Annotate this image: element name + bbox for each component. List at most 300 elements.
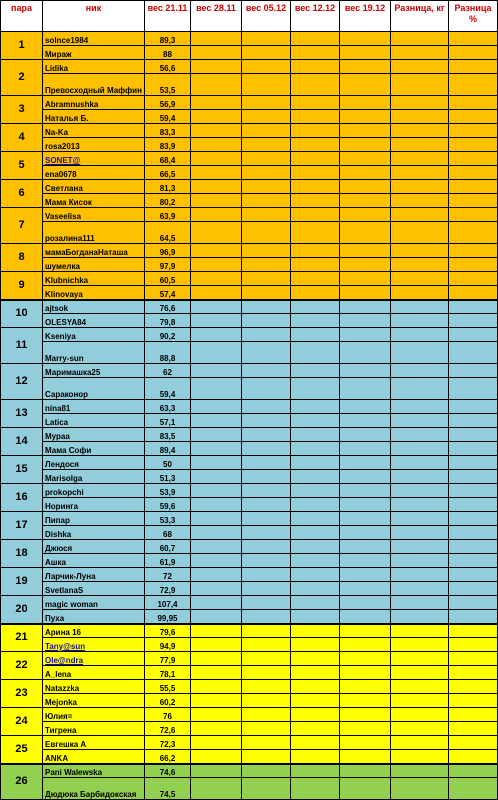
weight-12-12-cell[interactable] — [291, 194, 340, 208]
weight-28-11-cell[interactable] — [191, 414, 242, 428]
weight-05-12-cell[interactable] — [242, 666, 291, 680]
weight-05-12-cell[interactable] — [242, 484, 291, 498]
diff-kg-cell[interactable] — [391, 400, 449, 414]
weight-19-12-cell[interactable] — [340, 222, 391, 244]
diff-pct-cell[interactable] — [449, 328, 498, 342]
weight-12-12-cell[interactable] — [291, 222, 340, 244]
weight-28-11-cell[interactable] — [191, 428, 242, 442]
weight-19-12-cell[interactable] — [340, 60, 391, 74]
diff-pct-cell[interactable] — [449, 46, 498, 60]
diff-kg-cell[interactable] — [391, 166, 449, 180]
weight-19-12-cell[interactable] — [340, 138, 391, 152]
weight-28-11-cell[interactable] — [191, 400, 242, 414]
weight-05-12-cell[interactable] — [242, 286, 291, 300]
weight-05-12-cell[interactable] — [242, 610, 291, 624]
diff-kg-cell[interactable] — [391, 512, 449, 526]
weight-28-11-cell[interactable] — [191, 60, 242, 74]
weight-19-12-cell[interactable] — [340, 764, 391, 778]
weight-05-12-cell[interactable] — [242, 456, 291, 470]
weight-12-12-cell[interactable] — [291, 470, 340, 484]
weight-12-12-cell[interactable] — [291, 624, 340, 638]
weight-12-12-cell[interactable] — [291, 364, 340, 378]
weight-19-12-cell[interactable] — [340, 46, 391, 60]
diff-kg-cell[interactable] — [391, 764, 449, 778]
diff-kg-cell[interactable] — [391, 568, 449, 582]
diff-pct-cell[interactable] — [449, 60, 498, 74]
diff-pct-cell[interactable] — [449, 456, 498, 470]
diff-kg-cell[interactable] — [391, 484, 449, 498]
diff-pct-cell[interactable] — [449, 180, 498, 194]
diff-pct-cell[interactable] — [449, 498, 498, 512]
weight-05-12-cell[interactable] — [242, 364, 291, 378]
weight-12-12-cell[interactable] — [291, 582, 340, 596]
weight-12-12-cell[interactable] — [291, 764, 340, 778]
weight-28-11-cell[interactable] — [191, 194, 242, 208]
diff-pct-cell[interactable] — [449, 74, 498, 96]
diff-kg-cell[interactable] — [391, 708, 449, 722]
diff-kg-cell[interactable] — [391, 364, 449, 378]
weight-05-12-cell[interactable] — [242, 328, 291, 342]
diff-pct-cell[interactable] — [449, 400, 498, 414]
diff-kg-cell[interactable] — [391, 286, 449, 300]
diff-pct-cell[interactable] — [449, 484, 498, 498]
diff-pct-cell[interactable] — [449, 428, 498, 442]
weight-05-12-cell[interactable] — [242, 60, 291, 74]
diff-kg-cell[interactable] — [391, 680, 449, 694]
diff-kg-cell[interactable] — [391, 222, 449, 244]
weight-05-12-cell[interactable] — [242, 124, 291, 138]
weight-28-11-cell[interactable] — [191, 124, 242, 138]
weight-19-12-cell[interactable] — [340, 680, 391, 694]
diff-pct-cell[interactable] — [449, 554, 498, 568]
diff-pct-cell[interactable] — [449, 680, 498, 694]
weight-12-12-cell[interactable] — [291, 442, 340, 456]
diff-pct-cell[interactable] — [449, 272, 498, 286]
weight-19-12-cell[interactable] — [340, 364, 391, 378]
diff-pct-cell[interactable] — [449, 708, 498, 722]
weight-05-12-cell[interactable] — [242, 378, 291, 400]
diff-pct-cell[interactable] — [449, 610, 498, 624]
diff-pct-cell[interactable] — [449, 152, 498, 166]
diff-kg-cell[interactable] — [391, 638, 449, 652]
weight-12-12-cell[interactable] — [291, 484, 340, 498]
diff-kg-cell[interactable] — [391, 328, 449, 342]
weight-12-12-cell[interactable] — [291, 512, 340, 526]
weight-19-12-cell[interactable] — [340, 414, 391, 428]
diff-kg-cell[interactable] — [391, 378, 449, 400]
weight-19-12-cell[interactable] — [340, 470, 391, 484]
weight-28-11-cell[interactable] — [191, 470, 242, 484]
weight-12-12-cell[interactable] — [291, 652, 340, 666]
diff-pct-cell[interactable] — [449, 166, 498, 180]
weight-05-12-cell[interactable] — [242, 694, 291, 708]
weight-28-11-cell[interactable] — [191, 694, 242, 708]
diff-kg-cell[interactable] — [391, 526, 449, 540]
diff-kg-cell[interactable] — [391, 540, 449, 554]
weight-28-11-cell[interactable] — [191, 540, 242, 554]
weight-05-12-cell[interactable] — [242, 680, 291, 694]
weight-12-12-cell[interactable] — [291, 328, 340, 342]
nick-link[interactable]: Ole@ndra — [45, 656, 84, 665]
diff-pct-cell[interactable] — [449, 778, 498, 800]
diff-pct-cell[interactable] — [449, 582, 498, 596]
weight-28-11-cell[interactable] — [191, 666, 242, 680]
diff-kg-cell[interactable] — [391, 244, 449, 258]
weight-05-12-cell[interactable] — [242, 582, 291, 596]
weight-19-12-cell[interactable] — [340, 244, 391, 258]
weight-19-12-cell[interactable] — [340, 512, 391, 526]
diff-kg-cell[interactable] — [391, 194, 449, 208]
diff-pct-cell[interactable] — [449, 652, 498, 666]
diff-kg-cell[interactable] — [391, 470, 449, 484]
weight-28-11-cell[interactable] — [191, 498, 242, 512]
weight-05-12-cell[interactable] — [242, 750, 291, 764]
weight-19-12-cell[interactable] — [340, 596, 391, 610]
weight-05-12-cell[interactable] — [242, 272, 291, 286]
diff-kg-cell[interactable] — [391, 750, 449, 764]
diff-kg-cell[interactable] — [391, 498, 449, 512]
weight-12-12-cell[interactable] — [291, 778, 340, 800]
weight-05-12-cell[interactable] — [242, 526, 291, 540]
weight-05-12-cell[interactable] — [242, 428, 291, 442]
weight-28-11-cell[interactable] — [191, 512, 242, 526]
weight-28-11-cell[interactable] — [191, 526, 242, 540]
weight-12-12-cell[interactable] — [291, 110, 340, 124]
diff-kg-cell[interactable] — [391, 138, 449, 152]
weight-05-12-cell[interactable] — [242, 138, 291, 152]
weight-19-12-cell[interactable] — [340, 400, 391, 414]
diff-kg-cell[interactable] — [391, 582, 449, 596]
weight-05-12-cell[interactable] — [242, 736, 291, 750]
weight-05-12-cell[interactable] — [242, 722, 291, 736]
weight-19-12-cell[interactable] — [340, 456, 391, 470]
weight-19-12-cell[interactable] — [340, 110, 391, 124]
weight-05-12-cell[interactable] — [242, 400, 291, 414]
weight-12-12-cell[interactable] — [291, 32, 340, 46]
weight-05-12-cell[interactable] — [242, 314, 291, 328]
weight-19-12-cell[interactable] — [340, 328, 391, 342]
diff-pct-cell[interactable] — [449, 364, 498, 378]
weight-05-12-cell[interactable] — [242, 32, 291, 46]
weight-19-12-cell[interactable] — [340, 286, 391, 300]
weight-19-12-cell[interactable] — [340, 750, 391, 764]
weight-05-12-cell[interactable] — [242, 46, 291, 60]
diff-kg-cell[interactable] — [391, 124, 449, 138]
diff-pct-cell[interactable] — [449, 442, 498, 456]
weight-19-12-cell[interactable] — [340, 778, 391, 800]
diff-kg-cell[interactable] — [391, 722, 449, 736]
diff-pct-cell[interactable] — [449, 470, 498, 484]
diff-pct-cell[interactable] — [449, 694, 498, 708]
diff-kg-cell[interactable] — [391, 342, 449, 364]
weight-05-12-cell[interactable] — [242, 96, 291, 110]
weight-05-12-cell[interactable] — [242, 624, 291, 638]
weight-12-12-cell[interactable] — [291, 722, 340, 736]
weight-19-12-cell[interactable] — [340, 314, 391, 328]
weight-19-12-cell[interactable] — [340, 526, 391, 540]
diff-kg-cell[interactable] — [391, 32, 449, 46]
weight-19-12-cell[interactable] — [340, 378, 391, 400]
weight-12-12-cell[interactable] — [291, 74, 340, 96]
weight-19-12-cell[interactable] — [340, 300, 391, 314]
weight-05-12-cell[interactable] — [242, 498, 291, 512]
weight-19-12-cell[interactable] — [340, 736, 391, 750]
nick-link[interactable]: Tany@sun — [45, 642, 86, 651]
weight-05-12-cell[interactable] — [242, 208, 291, 222]
diff-pct-cell[interactable] — [449, 110, 498, 124]
weight-12-12-cell[interactable] — [291, 272, 340, 286]
weight-19-12-cell[interactable] — [340, 554, 391, 568]
weight-28-11-cell[interactable] — [191, 596, 242, 610]
weight-28-11-cell[interactable] — [191, 46, 242, 60]
weight-28-11-cell[interactable] — [191, 456, 242, 470]
diff-pct-cell[interactable] — [449, 194, 498, 208]
weight-05-12-cell[interactable] — [242, 554, 291, 568]
weight-19-12-cell[interactable] — [340, 624, 391, 638]
weight-12-12-cell[interactable] — [291, 694, 340, 708]
weight-19-12-cell[interactable] — [340, 342, 391, 364]
weight-05-12-cell[interactable] — [242, 596, 291, 610]
diff-pct-cell[interactable] — [449, 596, 498, 610]
weight-12-12-cell[interactable] — [291, 96, 340, 110]
weight-12-12-cell[interactable] — [291, 314, 340, 328]
diff-pct-cell[interactable] — [449, 124, 498, 138]
diff-kg-cell[interactable] — [391, 314, 449, 328]
diff-pct-cell[interactable] — [449, 414, 498, 428]
diff-kg-cell[interactable] — [391, 456, 449, 470]
weight-19-12-cell[interactable] — [340, 258, 391, 272]
weight-28-11-cell[interactable] — [191, 138, 242, 152]
diff-pct-cell[interactable] — [449, 736, 498, 750]
weight-28-11-cell[interactable] — [191, 300, 242, 314]
weight-12-12-cell[interactable] — [291, 554, 340, 568]
weight-12-12-cell[interactable] — [291, 208, 340, 222]
weight-19-12-cell[interactable] — [340, 74, 391, 96]
weight-12-12-cell[interactable] — [291, 342, 340, 364]
weight-12-12-cell[interactable] — [291, 258, 340, 272]
weight-19-12-cell[interactable] — [340, 708, 391, 722]
weight-12-12-cell[interactable] — [291, 666, 340, 680]
weight-12-12-cell[interactable] — [291, 378, 340, 400]
diff-kg-cell[interactable] — [391, 60, 449, 74]
weight-28-11-cell[interactable] — [191, 258, 242, 272]
weight-28-11-cell[interactable] — [191, 74, 242, 96]
weight-12-12-cell[interactable] — [291, 708, 340, 722]
diff-pct-cell[interactable] — [449, 750, 498, 764]
diff-pct-cell[interactable] — [449, 32, 498, 46]
diff-kg-cell[interactable] — [391, 110, 449, 124]
weight-05-12-cell[interactable] — [242, 540, 291, 554]
diff-pct-cell[interactable] — [449, 624, 498, 638]
weight-05-12-cell[interactable] — [242, 258, 291, 272]
weight-28-11-cell[interactable] — [191, 244, 242, 258]
weight-19-12-cell[interactable] — [340, 498, 391, 512]
weight-19-12-cell[interactable] — [340, 568, 391, 582]
weight-12-12-cell[interactable] — [291, 428, 340, 442]
diff-kg-cell[interactable] — [391, 180, 449, 194]
weight-12-12-cell[interactable] — [291, 152, 340, 166]
weight-05-12-cell[interactable] — [242, 194, 291, 208]
weight-05-12-cell[interactable] — [242, 442, 291, 456]
nick-link[interactable]: SONET@ — [45, 156, 81, 165]
weight-28-11-cell[interactable] — [191, 314, 242, 328]
weight-28-11-cell[interactable] — [191, 110, 242, 124]
diff-kg-cell[interactable] — [391, 46, 449, 60]
weight-28-11-cell[interactable] — [191, 328, 242, 342]
weight-19-12-cell[interactable] — [340, 180, 391, 194]
weight-19-12-cell[interactable] — [340, 208, 391, 222]
weight-12-12-cell[interactable] — [291, 750, 340, 764]
weight-12-12-cell[interactable] — [291, 138, 340, 152]
diff-kg-cell[interactable] — [391, 666, 449, 680]
weight-12-12-cell[interactable] — [291, 244, 340, 258]
weight-05-12-cell[interactable] — [242, 414, 291, 428]
diff-pct-cell[interactable] — [449, 300, 498, 314]
diff-kg-cell[interactable] — [391, 300, 449, 314]
weight-12-12-cell[interactable] — [291, 540, 340, 554]
weight-19-12-cell[interactable] — [340, 638, 391, 652]
weight-12-12-cell[interactable] — [291, 680, 340, 694]
weight-12-12-cell[interactable] — [291, 166, 340, 180]
weight-28-11-cell[interactable] — [191, 610, 242, 624]
diff-pct-cell[interactable] — [449, 378, 498, 400]
weight-28-11-cell[interactable] — [191, 208, 242, 222]
weight-28-11-cell[interactable] — [191, 222, 242, 244]
weight-19-12-cell[interactable] — [340, 442, 391, 456]
diff-pct-cell[interactable] — [449, 666, 498, 680]
weight-19-12-cell[interactable] — [340, 272, 391, 286]
diff-kg-cell[interactable] — [391, 652, 449, 666]
diff-kg-cell[interactable] — [391, 778, 449, 800]
weight-12-12-cell[interactable] — [291, 456, 340, 470]
diff-kg-cell[interactable] — [391, 74, 449, 96]
weight-19-12-cell[interactable] — [340, 666, 391, 680]
diff-pct-cell[interactable] — [449, 342, 498, 364]
weight-05-12-cell[interactable] — [242, 638, 291, 652]
diff-pct-cell[interactable] — [449, 568, 498, 582]
weight-12-12-cell[interactable] — [291, 400, 340, 414]
weight-05-12-cell[interactable] — [242, 244, 291, 258]
weight-28-11-cell[interactable] — [191, 638, 242, 652]
weight-28-11-cell[interactable] — [191, 272, 242, 286]
weight-28-11-cell[interactable] — [191, 764, 242, 778]
weight-12-12-cell[interactable] — [291, 498, 340, 512]
diff-pct-cell[interactable] — [449, 722, 498, 736]
weight-19-12-cell[interactable] — [340, 694, 391, 708]
weight-05-12-cell[interactable] — [242, 300, 291, 314]
weight-28-11-cell[interactable] — [191, 554, 242, 568]
weight-28-11-cell[interactable] — [191, 778, 242, 800]
weight-12-12-cell[interactable] — [291, 638, 340, 652]
weight-28-11-cell[interactable] — [191, 484, 242, 498]
weight-28-11-cell[interactable] — [191, 624, 242, 638]
diff-pct-cell[interactable] — [449, 638, 498, 652]
weight-12-12-cell[interactable] — [291, 596, 340, 610]
weight-05-12-cell[interactable] — [242, 180, 291, 194]
weight-05-12-cell[interactable] — [242, 764, 291, 778]
weight-12-12-cell[interactable] — [291, 124, 340, 138]
diff-kg-cell[interactable] — [391, 258, 449, 272]
weight-05-12-cell[interactable] — [242, 152, 291, 166]
weight-12-12-cell[interactable] — [291, 736, 340, 750]
diff-kg-cell[interactable] — [391, 554, 449, 568]
weight-28-11-cell[interactable] — [191, 442, 242, 456]
weight-05-12-cell[interactable] — [242, 470, 291, 484]
diff-kg-cell[interactable] — [391, 610, 449, 624]
weight-19-12-cell[interactable] — [340, 166, 391, 180]
diff-kg-cell[interactable] — [391, 694, 449, 708]
weight-12-12-cell[interactable] — [291, 526, 340, 540]
diff-kg-cell[interactable] — [391, 152, 449, 166]
weight-12-12-cell[interactable] — [291, 300, 340, 314]
weight-28-11-cell[interactable] — [191, 680, 242, 694]
weight-28-11-cell[interactable] — [191, 652, 242, 666]
weight-05-12-cell[interactable] — [242, 166, 291, 180]
weight-28-11-cell[interactable] — [191, 96, 242, 110]
diff-kg-cell[interactable] — [391, 272, 449, 286]
weight-28-11-cell[interactable] — [191, 180, 242, 194]
weight-28-11-cell[interactable] — [191, 364, 242, 378]
weight-28-11-cell[interactable] — [191, 568, 242, 582]
weight-19-12-cell[interactable] — [340, 96, 391, 110]
diff-kg-cell[interactable] — [391, 414, 449, 428]
diff-kg-cell[interactable] — [391, 428, 449, 442]
weight-28-11-cell[interactable] — [191, 750, 242, 764]
weight-05-12-cell[interactable] — [242, 708, 291, 722]
diff-pct-cell[interactable] — [449, 138, 498, 152]
diff-kg-cell[interactable] — [391, 96, 449, 110]
diff-pct-cell[interactable] — [449, 764, 498, 778]
diff-pct-cell[interactable] — [449, 222, 498, 244]
weight-05-12-cell[interactable] — [242, 342, 291, 364]
weight-12-12-cell[interactable] — [291, 180, 340, 194]
diff-pct-cell[interactable] — [449, 540, 498, 554]
weight-12-12-cell[interactable] — [291, 286, 340, 300]
diff-pct-cell[interactable] — [449, 512, 498, 526]
weight-05-12-cell[interactable] — [242, 222, 291, 244]
weight-19-12-cell[interactable] — [340, 32, 391, 46]
weight-19-12-cell[interactable] — [340, 540, 391, 554]
weight-19-12-cell[interactable] — [340, 652, 391, 666]
weight-05-12-cell[interactable] — [242, 652, 291, 666]
weight-12-12-cell[interactable] — [291, 568, 340, 582]
weight-19-12-cell[interactable] — [340, 428, 391, 442]
weight-28-11-cell[interactable] — [191, 32, 242, 46]
diff-kg-cell[interactable] — [391, 596, 449, 610]
diff-kg-cell[interactable] — [391, 442, 449, 456]
weight-12-12-cell[interactable] — [291, 414, 340, 428]
diff-kg-cell[interactable] — [391, 736, 449, 750]
weight-05-12-cell[interactable] — [242, 778, 291, 800]
weight-19-12-cell[interactable] — [340, 194, 391, 208]
weight-19-12-cell[interactable] — [340, 124, 391, 138]
weight-28-11-cell[interactable] — [191, 582, 242, 596]
weight-05-12-cell[interactable] — [242, 512, 291, 526]
diff-pct-cell[interactable] — [449, 526, 498, 540]
weight-12-12-cell[interactable] — [291, 46, 340, 60]
diff-kg-cell[interactable] — [391, 624, 449, 638]
weight-28-11-cell[interactable] — [191, 152, 242, 166]
weight-19-12-cell[interactable] — [340, 722, 391, 736]
weight-28-11-cell[interactable] — [191, 286, 242, 300]
weight-28-11-cell[interactable] — [191, 708, 242, 722]
diff-pct-cell[interactable] — [449, 96, 498, 110]
diff-pct-cell[interactable] — [449, 208, 498, 222]
weight-19-12-cell[interactable] — [340, 152, 391, 166]
diff-pct-cell[interactable] — [449, 286, 498, 300]
weight-28-11-cell[interactable] — [191, 378, 242, 400]
weight-05-12-cell[interactable] — [242, 568, 291, 582]
